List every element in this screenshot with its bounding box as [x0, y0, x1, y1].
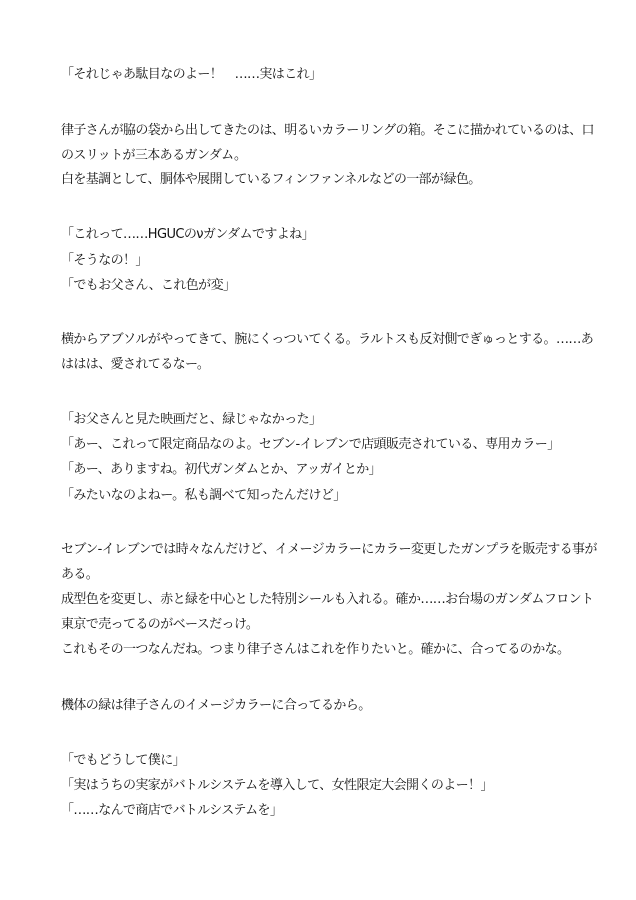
text-line: 「そうなの！」 [61, 253, 148, 268]
text-line: 機体の緑は律子さんのイメージカラーに合ってるから。 [61, 698, 371, 713]
text-line: 白を基調として、胴体や展開しているフィンファンネルなどの一部が緑色。 [61, 172, 481, 187]
text-line: 「……なんで商店でバトルシステムを」 [61, 803, 283, 818]
text-line: 「これって……HGUCのνガンダムですよね」 [61, 227, 314, 242]
text-line: 「お父さんと見た映画だと、緑じゃなかった」 [61, 412, 322, 427]
text-line: のスリットが三本あるガンダム。 [61, 148, 247, 163]
text-line: ある。 [61, 567, 99, 582]
text-line: ははは、愛されてるなー。 [61, 357, 210, 372]
text-line: 東京で売ってるのがベースだっけ。 [61, 617, 259, 632]
text-line: 「実はうちの実家がバトルシステムを導入して、女性限定大会開くのよー！」 [61, 778, 493, 793]
text-line: 律子さんが脇の袋から出してきたのは、明るいカラーリングの箱。そこに描かれているのは、口 [61, 123, 594, 138]
text-line: これもその一つなんだね。つまり律子さんはこれを作りたいと。確かに、合ってるのかな。 [61, 642, 570, 657]
text-line: 「でもお父さん、これ色が変」 [61, 278, 236, 293]
text-line: セブン-イレブンでは時々なんだけど、イメージカラーにカラー変更したガンプラを販売する事が [61, 542, 597, 557]
text-line: 「でもどうして僕に」 [61, 753, 186, 768]
text-line: 「あー、ありますね。初代ガンダムとか、アッガイとか」 [61, 462, 382, 477]
text-line: 「あー、これって限定商品なのよ。セブン-イレブンで店頭販売されている、専用カラー」 [61, 437, 560, 452]
text-line: 「それじゃあ駄目なのよー！ ……実はこれ」 [61, 67, 322, 82]
text-line: 成型色を変更し、赤と緑を中心とした特別シールも入れる。確か……お台場のガンダムフロント [61, 592, 594, 607]
text-line: 「みたいなのよねー。私も調べて知ったんだけど」 [61, 488, 346, 503]
text-line: 横からアブソルがやってきて、腕にくっついてくる。ラルトスも反対側でぎゅっとする。……あ [61, 332, 594, 347]
